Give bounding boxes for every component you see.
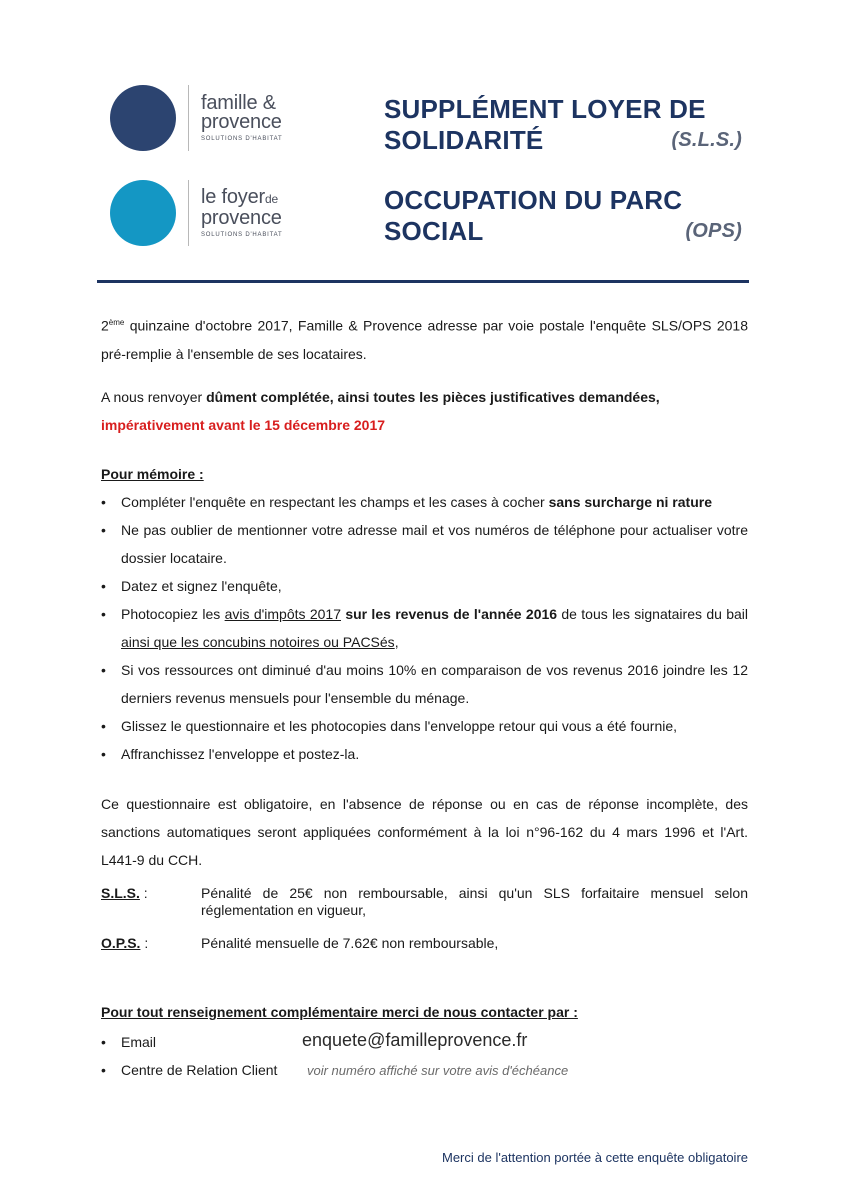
title-ops	[384, 185, 746, 247]
header-divider	[97, 280, 749, 283]
intro-sup: ème	[108, 318, 125, 327]
penalty-ops-label-wrap	[101, 935, 148, 952]
logo-name-de: de	[265, 192, 278, 206]
memo-b4-c: de tous les signataires du bail	[557, 606, 749, 622]
penalty-sls-label: S.L.S.	[101, 885, 140, 901]
logo-tagline: SOLUTIONS D'HABITAT	[201, 232, 283, 238]
obligatory-paragraph	[101, 790, 748, 874]
penalty-ops-label: O.P.S.	[101, 935, 141, 951]
logo-name	[201, 94, 282, 132]
contact-heading	[101, 998, 748, 1026]
list-item	[101, 600, 748, 656]
memo-b4-underline1: avis d'impôts 2017	[224, 606, 341, 622]
list-item	[101, 572, 748, 600]
title-sls	[384, 94, 746, 156]
bullet-icon: •	[101, 1034, 106, 1050]
list-item	[101, 656, 748, 712]
return-bold: dûment complétée, ainsi toutes les pièces justificatives demandées,	[206, 389, 660, 405]
title-sls-line2-wrap	[384, 125, 746, 156]
memo-b4-underline2: ainsi que les concubins notoires ou PACSés	[121, 634, 395, 650]
list-item	[101, 488, 748, 516]
contact-crc-value: voir numéro affiché sur votre avis d'échéance	[307, 1063, 569, 1078]
logo-name-amp: &	[262, 92, 276, 114]
bullet-icon: •	[101, 494, 106, 510]
memo-b1-text: Compléter l'enquête en respectant les champs et les cases à cocher	[121, 494, 549, 510]
list-item	[101, 740, 748, 768]
footer-note: Merci de l'attention portée à cette enquête obligatoire	[441, 1150, 748, 1165]
memo-heading-text: Pour mémoire :	[101, 466, 204, 482]
logo-tagline: SOLUTIONS D'HABITAT	[201, 136, 283, 142]
intro-text: quinzaine d'octobre 2017, Famille & Provence adresse par voie postale l'enquête SLS/OPS 2018 pré-remplie à l'ensemble de ses locataires.	[101, 317, 748, 362]
logo-name-line2: provence	[201, 111, 282, 133]
contact-crc-label: Centre de Relation Client	[121, 1062, 278, 1078]
memo-b4-d: ,	[394, 634, 399, 650]
title-ops-line1: OCCUPATION DU PARC	[384, 185, 683, 215]
bullet-icon: •	[101, 718, 106, 734]
logo-name	[201, 188, 282, 228]
list-item	[101, 712, 748, 740]
penalty-sls-label-wrap	[101, 885, 148, 902]
memo-b7: Affranchissez l'enveloppe et postez-la.	[121, 746, 360, 762]
logo-circle-icon	[110, 85, 176, 151]
contact-email-label: Email	[121, 1034, 157, 1050]
obligatory-text: Ce questionnaire est obligatoire, en l'absence de réponse ou en cas de réponse incomplète, des sanctions automatiques seront appliquées conformément à la loi n°96-162 du 4 mars 1996 et l'Art. L441-9 du CCH.	[101, 796, 748, 868]
penalty-ops-text: Pénalité mensuelle de 7.62€ non remboursable,	[201, 935, 499, 951]
memo-b1-bold: sans surcharge ni rature	[548, 494, 712, 510]
bullet-icon: •	[101, 606, 106, 622]
memo-b3: Datez et signez l'enquête,	[121, 578, 282, 594]
return-lead: A nous renvoyer	[101, 389, 207, 405]
logo-name-line1: le foyer	[201, 186, 265, 208]
logo-divider	[188, 85, 189, 151]
return-paragraph	[101, 383, 748, 439]
logo-name-line1: famille	[201, 92, 258, 114]
memo-b5: Si vos ressources ont diminué d'au moins 10% en comparaison de vos revenus 2016 joindre les 12 derniers revenus mensuels pour l'ensemble du ménage.	[121, 662, 748, 706]
bullet-icon: •	[101, 1062, 106, 1078]
penalty-sls-text: Pénalité de 25€ non remboursable, ainsi qu'un SLS forfaitaire mensuel selon réglementation en vigueur,	[201, 885, 748, 918]
penalty-sls-colon: :	[139, 885, 148, 901]
foyer-provence-logo	[110, 180, 282, 246]
memo-heading	[101, 460, 748, 488]
deadline-text: impérativement avant le 15 décembre 2017	[101, 417, 386, 433]
penalty-sls	[101, 885, 748, 919]
title-ops-line2-wrap	[384, 216, 746, 247]
title-ops-abbr: (OPS)	[685, 220, 742, 242]
logo-divider	[188, 180, 189, 246]
bullet-icon: •	[101, 522, 106, 538]
logo-name-line2: provence	[201, 207, 282, 229]
penalty-ops	[101, 935, 748, 952]
memo-b4-bold: sur les revenus de l'année 2016	[341, 606, 558, 622]
bullet-icon: •	[101, 662, 106, 678]
title-sls-line1: SUPPLÉMENT LOYER DE	[384, 94, 706, 124]
memo-b6: Glissez le questionnaire et les photocopies dans l'enveloppe retour qui vous a été fournie,	[121, 718, 678, 734]
memo-b4-a: Photocopiez les	[121, 606, 225, 622]
logo-circle-icon	[110, 180, 176, 246]
list-item	[101, 516, 748, 572]
title-sls-abbr: (S.L.S.)	[671, 129, 742, 151]
bullet-icon: •	[101, 746, 106, 762]
memo-b2: Ne pas oublier de mentionner votre adresse mail et vos numéros de téléphone pour actualiser votre dossier locataire.	[121, 522, 748, 566]
contact-email-link[interactable]: enquete@familleprovence.fr	[302, 1030, 528, 1050]
contact-heading-text: Pour tout renseignement complémentaire merci de nous contacter par :	[101, 1004, 578, 1020]
famille-provence-logo	[110, 85, 282, 151]
intro-number: 2	[101, 317, 109, 334]
bullet-icon: •	[101, 578, 106, 594]
penalty-ops-colon: :	[140, 935, 149, 951]
title-sls-line2: SOLIDARITÉ	[384, 125, 544, 155]
intro-paragraph	[101, 309, 748, 368]
memo-list	[101, 488, 748, 768]
title-ops-line2: SOCIAL	[384, 216, 484, 246]
